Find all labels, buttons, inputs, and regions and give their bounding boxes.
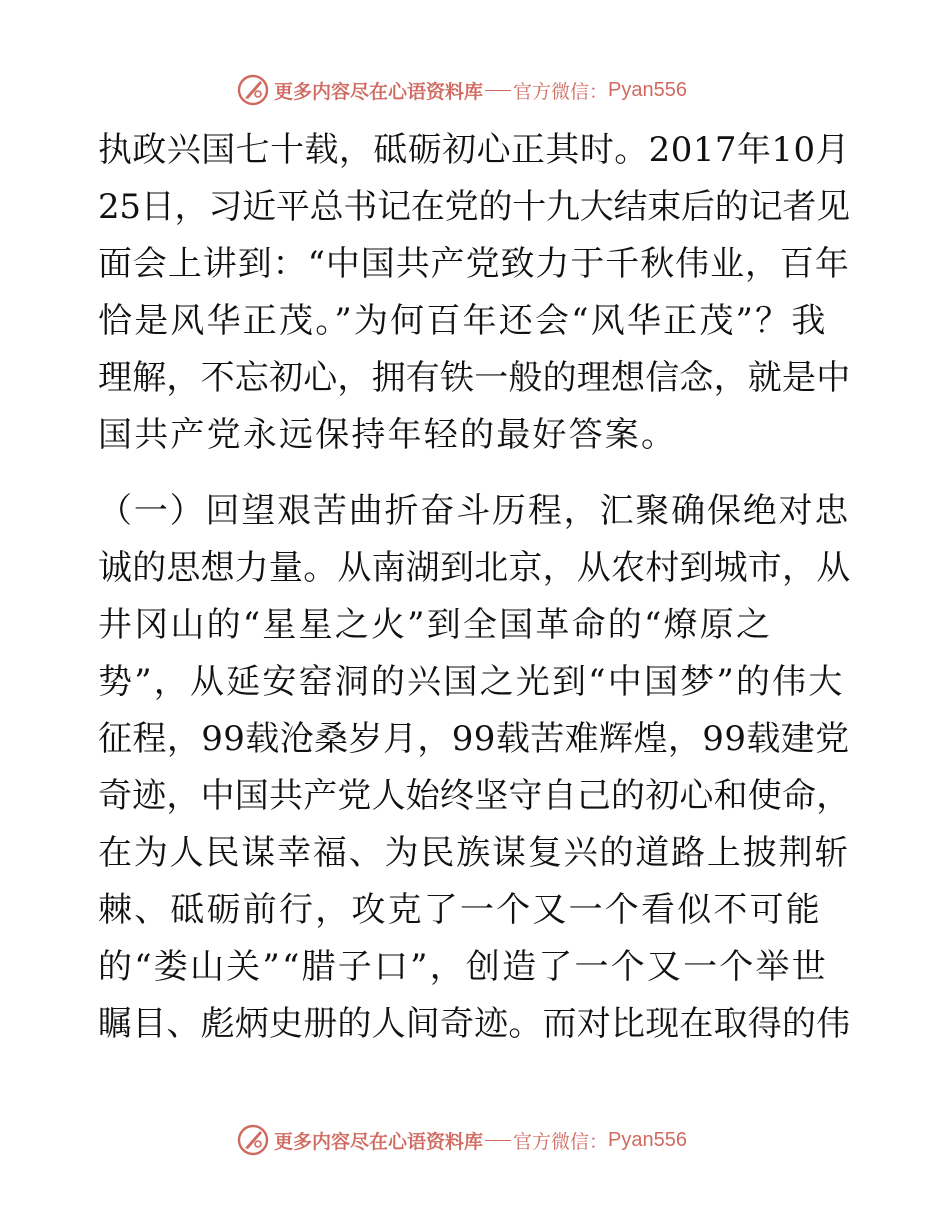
watermark-contact-label: 官方微信： xyxy=(513,1130,609,1153)
text-line: 在为人民谋幸福、为民族谋复兴的道路上披荆斩 xyxy=(98,833,851,873)
watermark-contact-label: 官方微信： xyxy=(513,80,609,103)
text-line: 25日，习近平总书记在党的十九大结束后的记者见 xyxy=(98,187,850,227)
text-line: 奇迹，中国共产党人始终坚守自己的初心和使命， xyxy=(98,776,851,816)
watermark-header xyxy=(236,72,687,108)
text-line: 势”，从延安窑洞的兴国之光到“中国梦”的伟大 xyxy=(98,662,845,702)
watermark-site: 更多内容尽在心语资料库 xyxy=(274,1130,484,1153)
watermark-dash xyxy=(485,1140,511,1141)
text-line: 面会上讲到：“中国共产党致力于千秋伟业，百年 xyxy=(98,244,850,284)
text-line: 执政兴国七十载，砥砺初心正其时。2017年10月 xyxy=(98,130,850,170)
text-line: 征程，99载沧桑岁月，99载苦难辉煌，99载建党 xyxy=(98,719,850,759)
watermark-contact-id: Pyan556 xyxy=(608,1128,687,1151)
quill-circle-icon xyxy=(236,73,270,107)
text-line: 井冈山的“星星之火”到全国革命的“燎原之 xyxy=(98,605,773,645)
watermark-footer xyxy=(236,1122,687,1158)
text-line: （一）回望艰苦曲折奋斗历程，汇聚确保绝对忠 xyxy=(98,491,851,531)
watermark-contact-id: Pyan556 xyxy=(608,78,687,101)
text-line: 瞩目、彪炳史册的人间奇迹。而对比现在取得的伟 xyxy=(98,1004,851,1044)
text-line: 理解，不忘初心，拥有铁一般的理想信念，就是中 xyxy=(98,358,851,398)
text-line: 的“娄山关”“腊子口”，创造了一个又一个举世 xyxy=(98,947,828,987)
quill-circle-icon xyxy=(236,1123,270,1157)
watermark-site: 更多内容尽在心语资料库 xyxy=(274,80,484,103)
text-line: 国共产党永远保持年轻的最好答案。 xyxy=(98,415,678,455)
text-line: 棘、砥砺前行，攻克了一个又一个看似不可能 xyxy=(98,890,822,930)
text-line: 恰是风华正茂。”为何百年还会“风华正茂”？我 xyxy=(98,301,828,341)
text-line: 诚的思想力量。从南湖到北京，从农村到城市，从 xyxy=(98,548,851,588)
watermark-dash xyxy=(485,90,511,91)
